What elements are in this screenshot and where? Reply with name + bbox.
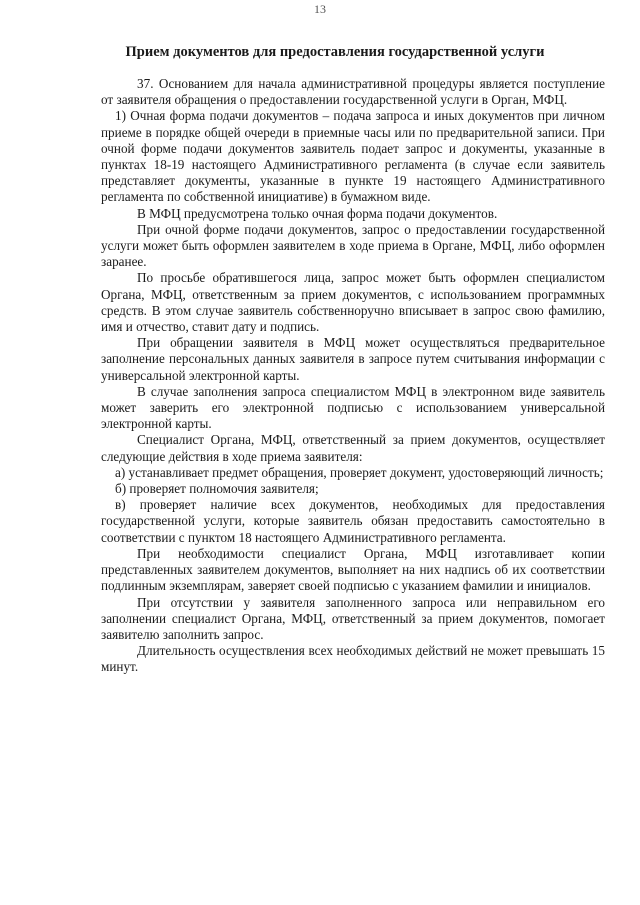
paragraph-specialist-actions: Специалист Органа, МФЦ, ответственный за прием документов, осуществляет следующие действия в ходе приема заявителя:	[101, 432, 605, 464]
list-item-b: б) проверяет полномочия заявителя;	[115, 481, 319, 497]
paragraph-copies: При необходимости специалист Органа, МФЦ изготавливает копии представленных заявителем документов, выполняет на них надпись об их соответствии подлинным экземплярам, заверяет своей подписью с указанием фамилии и инициалов.	[101, 545, 605, 594]
paragraph-mfc-only: В МФЦ предусмотрена только очная форма подачи документов.	[137, 205, 498, 221]
paragraph-card-prefill: При обращении заявителя в МФЦ может осуществляться предварительное заполнение персональных данных заявителя в запросе путем считывания информации с универсальной электронной карты.	[101, 335, 605, 383]
section-heading: Прием документов для предоставления государственной услуги	[125, 44, 545, 60]
page-number: 13	[314, 2, 326, 16]
paragraph-duration: Длительность осуществления всех необходимых действий не может превышать 15 минут.	[101, 643, 605, 675]
paragraph-assistance: При отсутствии у заявителя заполненного запроса или неправильном его заполнении специалист Органа, МФЦ, ответственный за прием документов, помогает заявителю заполнить запрос.	[101, 594, 605, 642]
document-body	[101, 76, 605, 676]
paragraph-37: 37. Основанием для начала административной процедуры является поступление от заявителя обращения о предоставлении государственной услуги в Орган, МФЦ.	[101, 76, 605, 108]
list-item-a: а) устанавливает предмет обращения, проверяет документ, удостоверяющий личность;	[115, 464, 604, 480]
paragraph-electronic-signature: В случае заполнения запроса специалистом МФЦ в электронном виде заявитель может заверить его электронной подписью с использованием универсальной электронной карты.	[101, 383, 605, 432]
paragraph-in-person-submission: 1) Очная форма подачи документов – подача запроса и иных документов при личном приеме в порядке общей очереди в приемные часы или по предварительной записи. При очной форме подачи документов заявитель подает запрос и документы, указанные в пунктах 18-19 настоящего Административного регламента (в случае если заявитель представляет документы, указанные в пункте 19 настоящего Административного регламента по собственной инициативе) в бумажном виде.	[101, 108, 605, 205]
list-item-c: в) проверяет наличие всех документов, необходимых для предоставления государственной услуги, которые заявитель обязан предоставить самостоятельно в соответствии с пунктом 18 настоящего Административного регламента.	[101, 497, 605, 545]
paragraph-specialist-request: По просьбе обратившегося лица, запрос может быть оформлен специалистом Органа, МФЦ, ответственным за прием документов, с использованием программных средств. В этом случае заявитель собственноручно вписывает в запрос свою фамилию, имя и отчество, ставит дату и подпись.	[101, 270, 605, 335]
paragraph-request-forming: При очной форме подачи документов, запрос о предоставлении государственной услуги может быть оформлен заявителем в ходе приема в Органе, МФЦ, либо оформлен заранее.	[101, 221, 605, 270]
